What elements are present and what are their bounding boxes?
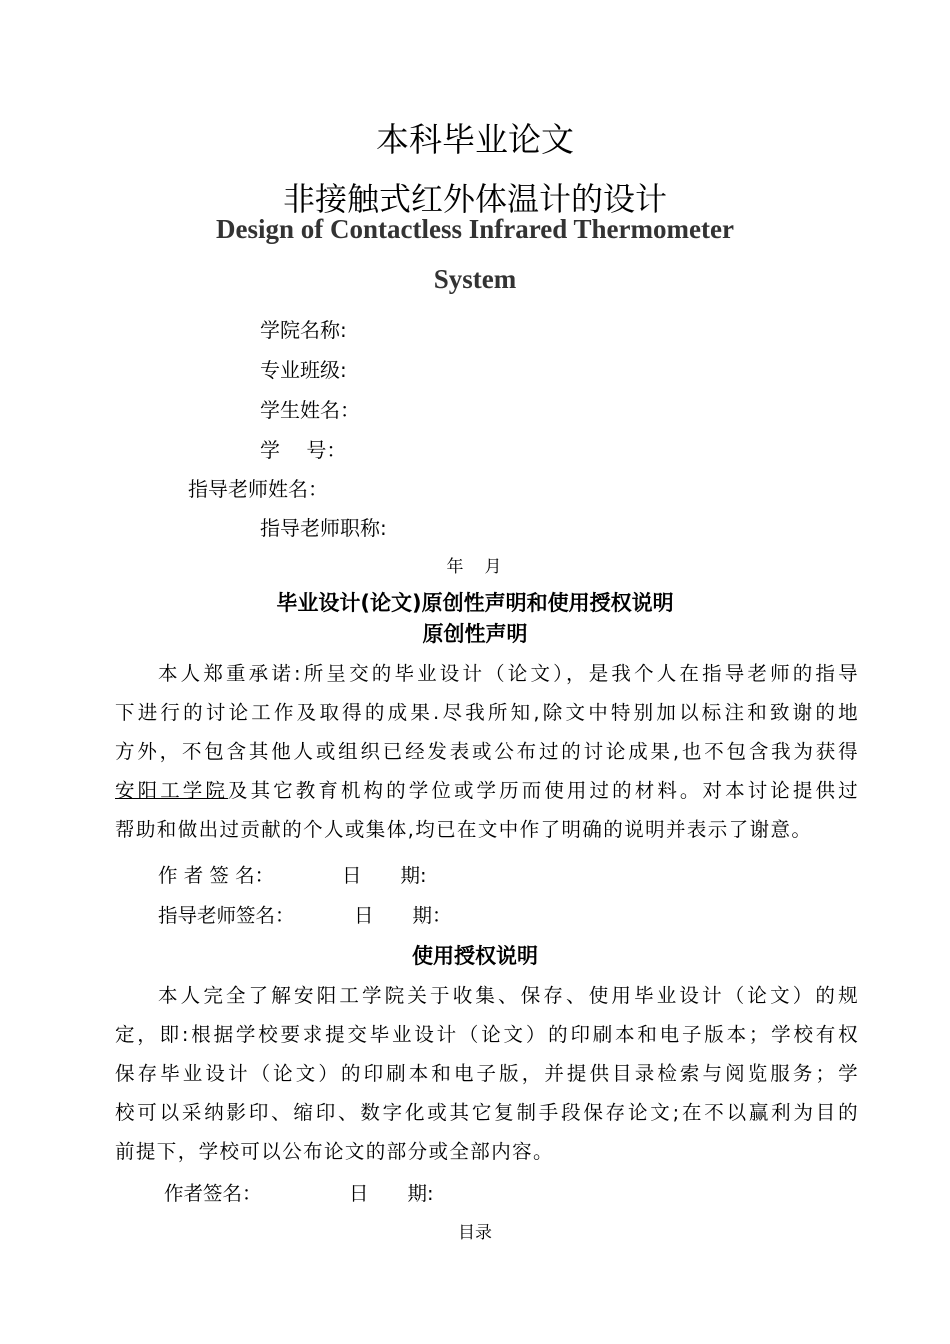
originality-line-5: 帮助和做出过贡献的个人或集体,均已在文中作了明确的说明并表示了谢意。 — [115, 818, 813, 841]
thesis-title-chinese: 非接触式红外体温计的设计 — [282, 180, 667, 218]
originality-paragraph — [115, 654, 859, 849]
originality-line-2: 下进行的讨论工作及取得的成果.尽我所知,除文中特别加以标注和致谢的地 — [115, 701, 859, 724]
originality-line-3: 方外，不包含其他人或组织已经发表或公布过的讨论成果,也不包含我为获得 — [115, 740, 859, 763]
thesis-title-english-line2: System — [433, 264, 517, 294]
originality-line-4 — [115, 771, 859, 810]
student-name-field-label: 学生姓名： — [260, 398, 360, 422]
table-of-contents-label: 目录 — [458, 1223, 492, 1243]
authorization-line-5: 前提下，学校可以公布论文的部分或全部内容。 — [115, 1140, 554, 1163]
authorization-heading: 使用授权说明 — [412, 944, 538, 968]
authorization-paragraph — [115, 976, 859, 1171]
advisor-title-field-label: 指导老师职称: — [260, 516, 387, 540]
author-signature-label: 作 者 签 名： — [158, 864, 275, 887]
major-class-field-label: 专业班级: — [260, 358, 347, 382]
advisor-date-label: 日 期： — [354, 904, 452, 927]
originality-line-4-rest: 及其它教育机构的学位或学历而使用过的材料。对本讨论提供过 — [227, 779, 859, 802]
college-field-label: 学院名称: — [260, 318, 347, 342]
authorization-line-1: 本人完全了解安阳工学院关于收集、保存、使用毕业设计（论文）的规 — [158, 984, 859, 1007]
author-signature-label-2: 作者签名： — [164, 1182, 262, 1205]
authorization-line-4: 校可以采纳影印、缩印、数字化或其它复制手段保存论文;在不以赢利为目的 — [115, 1101, 859, 1124]
advisor-signature-label: 指导老师签名： — [158, 904, 295, 927]
advisor-name-field-label: 指导老师姓名： — [188, 477, 328, 501]
student-id-field-label: 学 号： — [260, 438, 347, 462]
declaration-heading: 毕业设计(论文)原创性声明和使用授权说明 — [276, 591, 674, 615]
document-title: 本科毕业论文 — [376, 120, 574, 159]
thesis-title-english-line1: Design of Contactless Infrared Thermometer — [216, 214, 734, 244]
originality-line-1: 本人郑重承诺:所呈交的毕业设计（论文），是我个人在指导老师的指导 — [158, 662, 859, 685]
date-line: 年 月 — [446, 557, 504, 577]
originality-heading: 原创性声明 — [422, 622, 528, 646]
institution-name-underlined: 安阳工学院 — [115, 779, 228, 802]
authorization-line-3: 保存毕业设计（论文）的印刷本和电子版，并提供目录检索与阅览服务；学 — [115, 1062, 859, 1085]
author-date-label-2: 日 期: — [349, 1182, 434, 1205]
author-date-label: 日 期: — [342, 864, 427, 887]
authorization-line-2: 定，即:根据学校要求提交毕业设计（论文）的印刷本和电子版本；学校有权 — [115, 1023, 859, 1046]
